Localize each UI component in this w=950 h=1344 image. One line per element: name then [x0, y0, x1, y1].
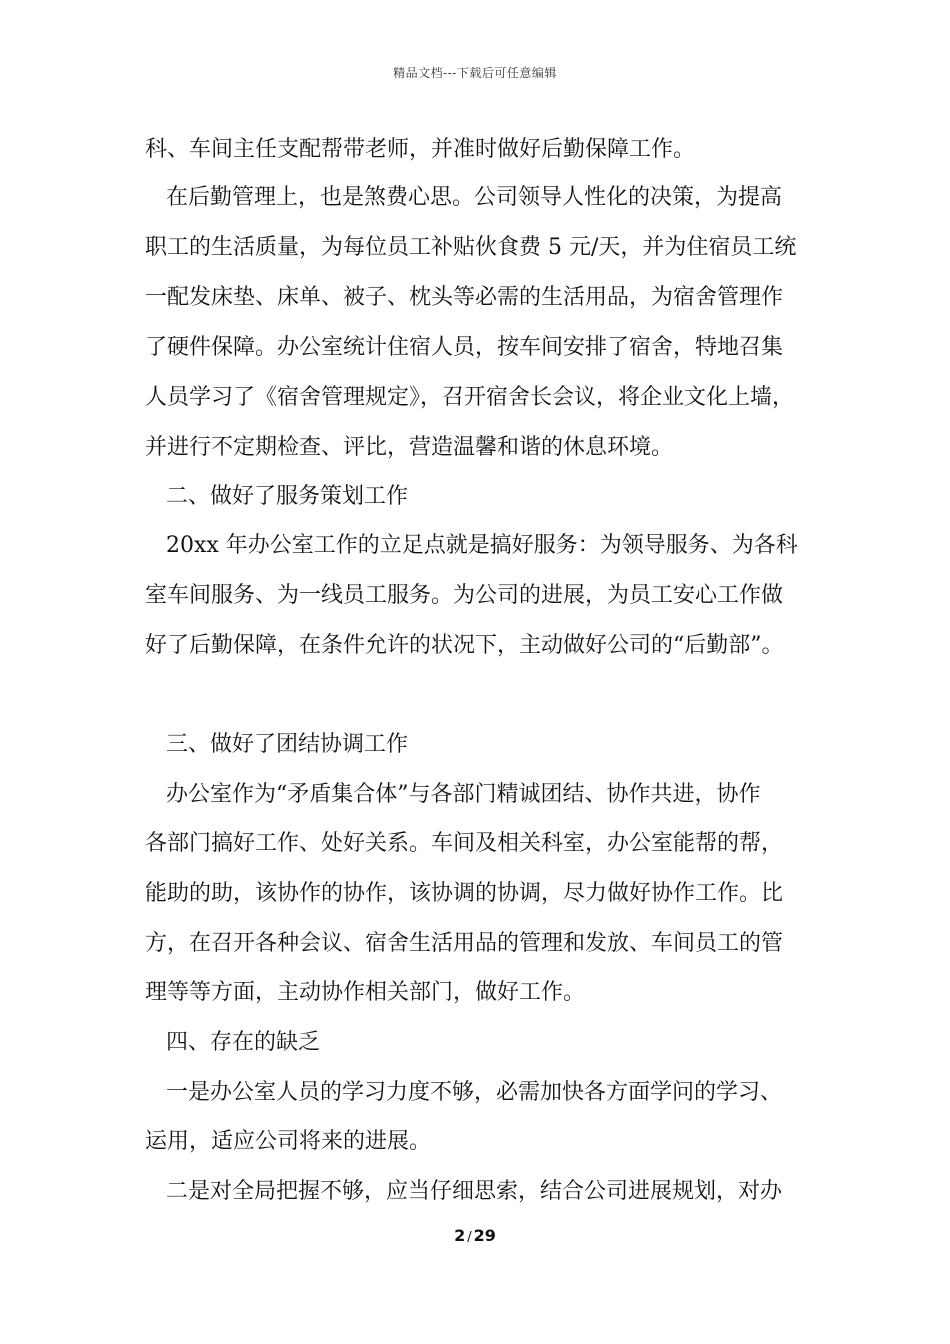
- page-number: [0, 1226, 950, 1245]
- body-line: 各部门搞好工作、处好关系。车间及相关科室，办公室能帮的帮，: [145, 831, 784, 856]
- body-line: 职工的生活质量，为每位员工补贴伙食费 5 元/天，并为住宿员工统: [145, 235, 797, 260]
- body-line: 20xx 年办公室工作的立足点就是搞好服务：为领导服务、为各科: [166, 533, 798, 558]
- section-heading: 二、做好了服务策划工作: [166, 484, 409, 509]
- body-line: 一配发床垫、床单、被子、枕头等必需的生活用品，为宿舍管理作: [145, 285, 784, 310]
- body-line: 能助的助，该协作的协作，该协调的协调，尽力做好协作工作。比: [145, 881, 784, 906]
- body-line: 一是办公室人员的学习力度不够，必需加快各方面学问的学习、: [166, 1080, 783, 1105]
- body-line: 了硬件保障。办公室统计住宿人员，按车间安排了宿舍，特地召集: [145, 335, 784, 360]
- body-line: 在后勤管理上，也是煞费心思。公司领导人性化的决策，为提高: [166, 185, 783, 210]
- body-line: 并进行不定期检查、评比，营造温馨和谐的休息环境。: [145, 435, 674, 460]
- page-total: 29: [473, 1226, 496, 1245]
- page-separator: /: [467, 1230, 472, 1245]
- section-heading: 四、存在的缺乏: [166, 1030, 321, 1055]
- body-line: 二是对全局把握不够，应当仔细思索，结合公司进展规划，对办: [166, 1179, 783, 1204]
- section-heading: 三、做好了团结协调工作: [166, 732, 409, 757]
- body-line: 办公室作为“矛盾集合体”与各部门精诚团结、协作共进，协作: [166, 782, 761, 807]
- body-line: 好了后勤保障，在条件允许的状况下，主动做好公司的“后勤部”。: [145, 633, 784, 658]
- body-line: 方，在召开各种会议、宿舍生活用品的管理和发放、车间员工的管: [145, 931, 784, 956]
- body-line: 人员学习了《宿舍管理规定》，召开宿舍长会议，将企业文化上墙，: [145, 385, 795, 410]
- body-line: 科、车间主任支配帮带老师，并准时做好后勤保障工作。: [145, 137, 696, 162]
- page-header: 精品文档---下载后可任意编辑: [393, 66, 557, 80]
- body-line: 室车间服务、为一线员工服务。为公司的进展，为员工安心工作做: [145, 583, 784, 608]
- body-line: 运用，适应公司将来的进展。: [145, 1129, 432, 1154]
- body-line: 理等等方面，主动协作相关部门，做好工作。: [145, 980, 586, 1005]
- page-current: 2: [454, 1226, 466, 1245]
